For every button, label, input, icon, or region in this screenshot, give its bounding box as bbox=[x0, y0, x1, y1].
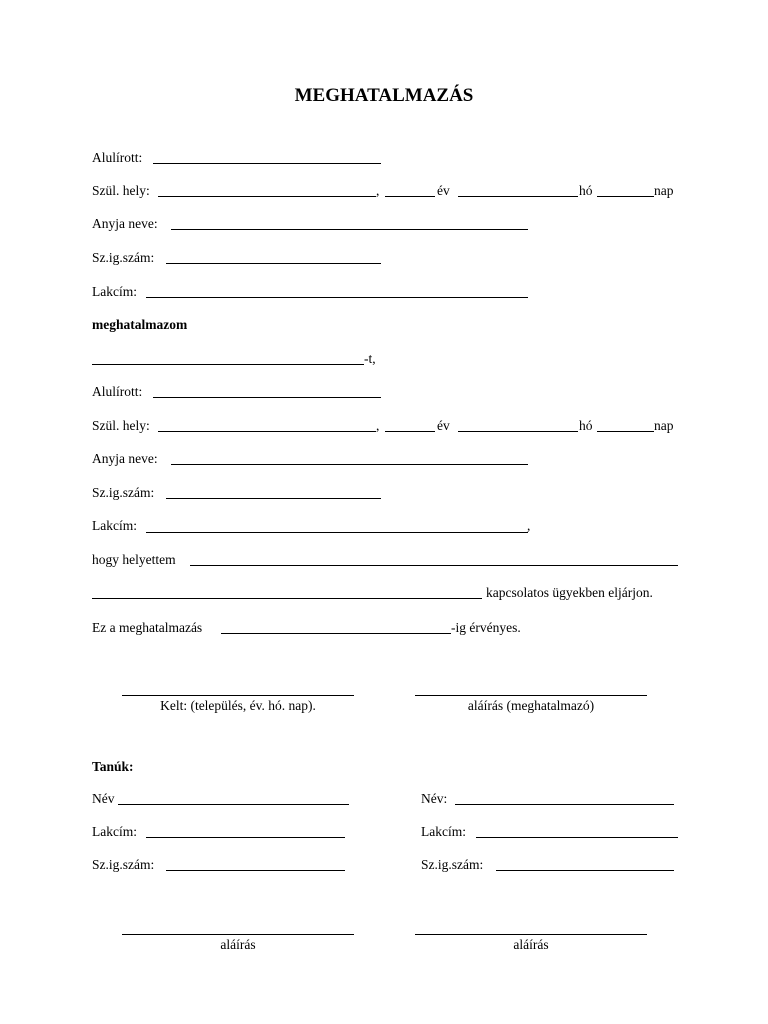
witness-left-signature-line[interactable] bbox=[122, 934, 354, 935]
witness-right-nev-field[interactable] bbox=[455, 804, 674, 805]
agent-alulirott-label: Alulírott: bbox=[92, 384, 143, 399]
witness-right-lakcim-field[interactable] bbox=[476, 837, 678, 838]
witness-left-szig-field[interactable] bbox=[166, 870, 345, 871]
kelt-line[interactable] bbox=[122, 695, 354, 696]
agent-ev-label: év bbox=[437, 418, 450, 433]
ervenyes-date-field[interactable] bbox=[221, 633, 451, 634]
witness-right-nev-label: Név: bbox=[421, 791, 448, 806]
witness-left-signature-label: aláírás bbox=[220, 937, 256, 952]
meghatalmazom-label: meghatalmazom bbox=[92, 317, 188, 332]
witness-right-lakcim-label: Lakcím: bbox=[421, 824, 466, 839]
agent-anyja-neve-field[interactable] bbox=[171, 464, 528, 465]
witness-left-lakcim-label: Lakcím: bbox=[92, 824, 137, 839]
agent-day-field[interactable] bbox=[597, 431, 654, 432]
principal-day-field[interactable] bbox=[597, 196, 654, 197]
agent-name-field[interactable] bbox=[92, 364, 364, 365]
principal-lakcim-field[interactable] bbox=[146, 297, 528, 298]
witnesses-heading: Tanúk: bbox=[92, 759, 134, 774]
agent-lakcim-field[interactable] bbox=[146, 532, 528, 533]
ervenyes-prefix: Ez a meghatalmazás bbox=[92, 620, 203, 635]
agent-lakcim-label: Lakcím: bbox=[92, 518, 137, 533]
principal-ev-label: év bbox=[437, 183, 450, 198]
agent-year-field[interactable] bbox=[385, 431, 435, 432]
agent-szul-hely-label: Szül. hely: bbox=[92, 418, 150, 433]
agent-ho-label: hó bbox=[579, 418, 593, 433]
hogy-helyettem-label: hogy helyettem bbox=[92, 552, 176, 567]
meghatalmazo-signature-label: aláírás (meghatalmazó) bbox=[467, 698, 595, 713]
principal-szul-hely-label: Szül. hely: bbox=[92, 183, 150, 198]
agent-szig-szam-field[interactable] bbox=[166, 498, 381, 499]
meghatalmazo-signature-line[interactable] bbox=[415, 695, 647, 696]
agent-szul-comma: , bbox=[376, 418, 380, 433]
page-title: MEGHATALMAZÁS bbox=[294, 85, 474, 106]
agent-szig-szam-label: Sz.ig.szám: bbox=[92, 485, 155, 500]
kelt-label: Kelt: (település, év. hó. nap). bbox=[160, 698, 316, 713]
witness-right-signature-line[interactable] bbox=[415, 934, 647, 935]
agent-szul-hely-field[interactable] bbox=[158, 431, 376, 432]
witness-right-szig-field[interactable] bbox=[496, 870, 674, 871]
agent-alulirott-field[interactable] bbox=[153, 397, 381, 398]
agent-lakcim-comma: , bbox=[527, 518, 531, 533]
principal-month-field[interactable] bbox=[458, 196, 578, 197]
principal-ho-label: hó bbox=[579, 183, 593, 198]
ugy-field[interactable] bbox=[92, 598, 482, 599]
witness-left-nev-label: Név bbox=[92, 791, 115, 806]
principal-anyja-neve-label: Anyja neve: bbox=[92, 216, 158, 231]
principal-anyja-neve-field[interactable] bbox=[171, 229, 528, 230]
witness-right-signature-label: aláírás bbox=[513, 937, 549, 952]
kapcsolatos-label: kapcsolatos ügyekben eljárjon. bbox=[486, 585, 653, 600]
principal-alulirott-label: Alulírott: bbox=[92, 150, 143, 165]
witness-left-nev-field[interactable] bbox=[118, 804, 349, 805]
principal-alulirott-field[interactable] bbox=[153, 163, 381, 164]
agent-t-suffix: -t, bbox=[364, 351, 376, 366]
principal-szig-szam-field[interactable] bbox=[166, 263, 381, 264]
principal-lakcim-label: Lakcím: bbox=[92, 284, 137, 299]
hogy-helyettem-field[interactable] bbox=[190, 565, 678, 566]
witness-right-szig-label: Sz.ig.szám: bbox=[421, 857, 484, 872]
principal-szul-hely-field[interactable] bbox=[158, 196, 376, 197]
agent-nap-label: nap bbox=[654, 418, 674, 433]
witness-left-szig-label: Sz.ig.szám: bbox=[92, 857, 155, 872]
principal-szul-comma: , bbox=[376, 183, 380, 198]
witness-left-lakcim-field[interactable] bbox=[146, 837, 345, 838]
principal-szig-szam-label: Sz.ig.szám: bbox=[92, 250, 155, 265]
principal-nap-label: nap bbox=[654, 183, 674, 198]
agent-anyja-neve-label: Anyja neve: bbox=[92, 451, 158, 466]
ervenyes-suffix: -ig érvényes. bbox=[451, 620, 521, 635]
agent-month-field[interactable] bbox=[458, 431, 578, 432]
principal-year-field[interactable] bbox=[385, 196, 435, 197]
